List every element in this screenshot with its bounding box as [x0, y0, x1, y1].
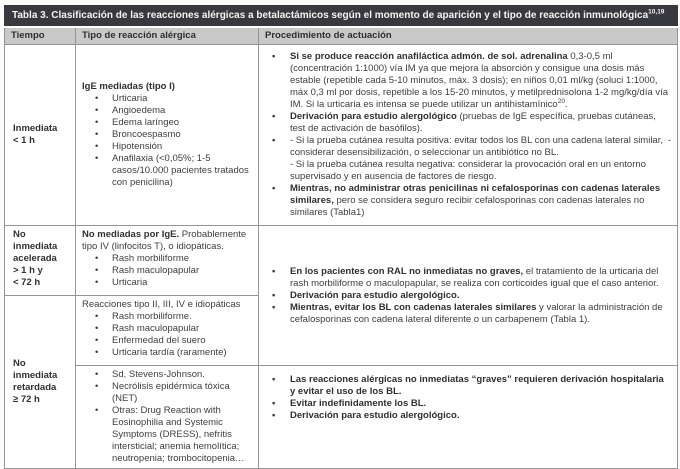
list-item: • Rash maculopapular [82, 323, 252, 335]
proc-text: 0,3-0,5 ml (concentración 1:1000) vía IM ya que mejora la absorción y consigue una dosis más estable (repetible cada 5-10 minutos, máx. 3 dosis); en niños 0,01 ml/kg (soluci 1:1000, máx 0,3 ml por dosis, repetible a los 15-20 minutos, y metilprednisolona 1-2 mg/kg/día vía IM. Si la urticaria es intensa se puede utilizar un antihistamínico [290, 51, 669, 110]
cell-proc-no-inmediata-no-grave [259, 226, 678, 366]
col-header-tiempo: Tiempo [5, 27, 76, 45]
list-item [265, 111, 671, 135]
proc-text: y valorar la administración de cefalosporinas con cadena lateral diferente o un carbapenem (Tabla 1). [290, 301, 663, 325]
list-item: • Urticaria [82, 277, 252, 289]
time-line: Inmediata [13, 123, 58, 134]
proc-bold-lead: Derivación para estudio alergológico. [290, 289, 460, 301]
stray-dash: • - [667, 135, 672, 146]
time-line: No inmediata [13, 358, 58, 381]
proc-bold-lead: Si se produce reacción anafiláctica admón. de sol. adrenalina [290, 51, 568, 62]
cell-time-acelerada [5, 226, 76, 296]
list-item: • Enfermedad del suero [82, 335, 252, 347]
cell-type-no-mediadas-ige [76, 226, 259, 296]
col-header-tipo: Tipo de reacción alérgica [76, 27, 259, 45]
proc-subline: - Si la prueba cutánea resulta positiva: evitar todos los BL con una cadena lateral similar, considerar desensibilización, o seleccionar un antibiótico no BL. [290, 135, 663, 158]
type-list [82, 253, 252, 289]
list-item: • Anafilaxia (<0,05%; 1-5 casos/10.000 pacientes tratados con penicilina) [82, 153, 252, 189]
time-line: ≥ 72 h [13, 394, 40, 405]
list-item: • Urticaria [82, 93, 252, 105]
list-item: • Urticaria tardía (raramente) [82, 347, 252, 359]
list-item [265, 135, 671, 183]
list-item: • Otras: Drug Reaction with Eosinophilia and Systemic Symptoms (DRESS), nefritis intersticial; anemia hemolítica; neutropenia; trombocitopenia… [82, 405, 252, 465]
list-item: • Sd. Stevens-Johnson. [82, 369, 252, 381]
time-line: No inmediata [13, 229, 58, 252]
type-heading [82, 229, 252, 253]
table-title-text: Tabla 3. Clasificación de las reacciones alérgicas a betalactámicos según el momento de aparición y el tipo de reacción inmunológica [12, 10, 649, 21]
proc-bold-lead: Evitar indefinidamente los BL. [290, 398, 427, 409]
procedure-list [265, 51, 671, 219]
time-line: > 1 h y [13, 265, 43, 276]
table-3-allergic-reactions [4, 5, 678, 469]
list-item: • Angioedema [82, 105, 252, 117]
proc-text: el tratamiento de la urticaria del rash morbiliforme o maculopapular, se realiza con corticoides igual que el caso anterior. [290, 265, 659, 289]
proc-text: pero se considera seguro recibir cefalosporinas con cadenas laterales no similares (Tabla1) [290, 195, 645, 218]
cell-time-inmediata [5, 45, 76, 226]
cell-proc-inmediata [259, 45, 678, 226]
list-item [265, 183, 671, 219]
list-item: • Rash morbiliforme. [82, 311, 252, 323]
proc-bold-lead: Mientras, no administrar otras penicilinas ni cefalosporinas con cadenas laterales similares, [290, 183, 661, 206]
type-list [82, 369, 252, 465]
list-item: • Necrólisis epidérmica tóxica (NET) [82, 381, 252, 405]
time-line: acelerada [13, 253, 57, 264]
time-line: < 1 h [13, 135, 35, 146]
list-item [265, 374, 671, 398]
proc-text: (pruebas de IgE específica, pruebas cutáneas, test de activación de basófilos). [290, 111, 656, 134]
proc-bold-lead: En los pacientes con RAL no inmediatas no graves, [290, 265, 524, 277]
type-list [82, 311, 252, 359]
type-list [82, 93, 252, 189]
list-item [265, 302, 671, 326]
title-citation-superscript: 10,19 [648, 8, 665, 16]
list-item: • Rash maculopapular [82, 265, 252, 277]
list-item [265, 290, 671, 302]
type-heading-rest: Probablemente tipo IV (linfocitos T), o idiopáticas. [82, 229, 247, 252]
list-item [265, 398, 671, 410]
list-item: • Broncoespasmo [82, 129, 252, 141]
row-no-inmediata-acelerada [5, 226, 678, 296]
type-heading: Reacciones tipo II, III, IV e idiopáticas [82, 299, 241, 310]
cell-time-retardada [5, 296, 76, 469]
col-header-procedimiento: Procedimiento de actuación [259, 27, 678, 45]
time-line: retardada [13, 382, 57, 393]
type-heading-bold: No mediadas por IgE. [82, 229, 180, 240]
list-item: • Rash morbiliforme [82, 253, 252, 265]
type-heading: IgE mediadas (tipo I) [82, 81, 175, 92]
proc-text: . [564, 99, 568, 110]
list-item [265, 266, 671, 290]
cell-type-reacciones-ii-iii-iv [76, 296, 259, 366]
table-title [5, 6, 678, 28]
proc-subline: - Si la prueba cutánea resulta negativa: considerar la provocación oral en un entorno supervisado y en ausencia de factores de riesgo. [290, 159, 646, 182]
cell-proc-graves [259, 366, 678, 469]
list-item [265, 51, 671, 111]
procedure-list [265, 266, 671, 326]
row-no-inmediata-retardada-b [5, 366, 678, 469]
proc-bold-lead: Mientras, evitar los BL con cadenas laterales similares [290, 301, 537, 313]
proc-bold-lead: Derivación para estudio alergológico. [290, 410, 460, 421]
proc-bold-lead: Derivación para estudio alergológico [290, 111, 457, 122]
list-item: • Edema laríngeo [82, 117, 252, 129]
time-line: < 72 h [13, 277, 41, 288]
title-row [5, 6, 678, 28]
row-inmediata [5, 45, 678, 226]
cell-type-reacciones-graves [76, 366, 259, 469]
proc-bold-lead: Las reacciones alérgicas no inmediatas “graves” requieren derivación hospitalaria y evitar el uso de los BL. [290, 374, 664, 397]
column-header-row [5, 27, 678, 45]
procedure-list [265, 374, 671, 422]
cell-type-ige-mediadas [76, 45, 259, 226]
citation-superscript: 20 [557, 97, 565, 105]
list-item [265, 410, 671, 422]
list-item: • Hipotensión [82, 141, 252, 153]
